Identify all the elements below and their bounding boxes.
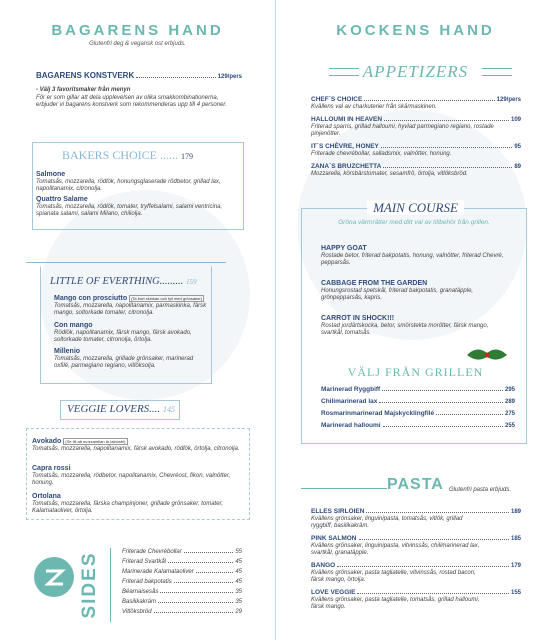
logo-icon (34, 557, 74, 597)
bakers-choice-title: BAKERS CHOICE ...... 179 (62, 148, 194, 162)
pasta-desc: Kvällens grönsaker, linguinipasta, tomatsås, vitlök, grillad ryggbiff, basilikakräm. (311, 516, 463, 530)
main-item-desc: Honungsrostad spetskål, friterad bakpotatis, granatäpple, grönpepparsås, kapris. (321, 288, 474, 302)
pasta-price: 155 (510, 590, 521, 596)
appetizer-desc: Kvällens val av charkuterier från skärmaskinen. (311, 104, 437, 110)
little-item-desc: Rödlök, napolitanamix, färsk mango, färsk avokado, soltorkade tomater, citronolja, örtolja. (54, 330, 192, 344)
appetizer-row: IT´S CHÈVRE, HONEY 95 (311, 143, 521, 150)
grill-dots (436, 414, 503, 415)
main-item-name: HAPPY GOAT (321, 245, 367, 252)
grill-row (321, 410, 515, 417)
appetizer-row: ZANA´S BRUZCHETTA 89 (311, 163, 521, 170)
little-item-desc: Tomatsås, mozzarella, grillade grönsaker, marinerad oxfilé, parmegiano regiano, vitlöksolja. (54, 356, 194, 370)
left-column (0, 0, 276, 640)
right-column (277, 0, 554, 640)
grill-row (321, 386, 515, 393)
side-name: Friterade Chevrébollar (122, 549, 182, 555)
side-dots (184, 552, 234, 553)
pasta-name: BANGO (311, 562, 336, 569)
veggie-item-desc: Tomatsås, mozzarella, napolitanamix, färsk avokado, rödlök, örtolja, citronolja. (32, 446, 240, 452)
pasta-price: 185 (510, 536, 521, 542)
side-dots (158, 602, 233, 603)
pasta-sub: Glutenfri pasta erbjuds. (449, 487, 512, 493)
konstverk-price: 129/pers (217, 74, 242, 80)
side-name: Béarnaisesås (122, 589, 159, 595)
left-subtitle: Glutenfri deg & vegansk ost erbjuds. (89, 41, 186, 47)
grill-price: 295 (504, 387, 515, 393)
konstverk-desc: För er som gillar att dela upplevelsen av olika smakkombinationerna, erbjuder vi bagarens konstverk som rekommenderas upp till 4 personer. (36, 95, 227, 109)
grill-price: 275 (504, 411, 515, 417)
side-name: Basilikakräm (122, 599, 157, 605)
side-dots (154, 612, 234, 613)
veggie-item-name: Ortolana (32, 493, 61, 500)
pasta-dots (359, 539, 509, 540)
side-price: 45 (235, 569, 242, 575)
konstverk-row (36, 71, 242, 80)
grill-dots (382, 390, 503, 391)
veggie-item-desc: Tomatsås, mozzarella, färska champinjoner, grillade grönsaker, tomater, Kalamataoliver, örtolja. (32, 501, 223, 515)
veggie-item-name: Capra rossi (32, 465, 71, 472)
sides-label: SIDES (79, 551, 100, 619)
side-dots (168, 562, 233, 563)
pasta-dots (357, 593, 509, 594)
veggie-item-desc: Tomatsås, mozzarella, rödbetor, napolitanamix, Chevréost, fikon, valnötter, honung. (32, 473, 231, 487)
main-item-desc: Rostade betor, friterad bakpotatis, honung, valnötter, friterad Chevré, pepparsås. (321, 253, 504, 267)
side-row (122, 549, 242, 555)
side-row (122, 599, 242, 605)
grill-name: Marinerad Ryggbiff (321, 386, 381, 393)
little-item-desc: Tomatsås, mozzarella, napolitanamix, parmaskinka, färsk mango, soltorkade tomater, citronolja. (54, 303, 207, 317)
side-row (122, 579, 242, 585)
pasta-name: ELLES SIRLOIEN (311, 508, 365, 515)
side-dots (160, 592, 233, 593)
pasta-desc: Kvällens grönsaker, pasta tagliatelle, vitvinssås, rostad bacon, färsk mango, örtolja. (311, 570, 476, 584)
side-name: Vitlöksbröd (122, 609, 152, 615)
side-price: 45 (235, 579, 242, 585)
side-name: Marinerade Kalamataoliver (122, 569, 194, 575)
grill-price: 289 (504, 399, 515, 405)
appetizer-desc: Friterad sparris, grillad halloumi, hyvlad parmegiano regiano, rostade pinjenötter. (311, 124, 494, 138)
holly-icon (465, 343, 509, 365)
grill-row (321, 422, 515, 429)
appetizer-row: HALLOUMI IN HEAVEN 109 (311, 116, 521, 123)
side-price: 35 (235, 599, 242, 605)
pasta-desc: Kvällens grönsaker, pasta tagliatelle, tomatsås, grillad halloumi, färsk mango. (311, 597, 480, 611)
bakers-item-name: Quattro Salame (36, 196, 88, 203)
grill-dots (383, 426, 503, 427)
main-item-name: CARROT IN SHOCK!!! (321, 315, 395, 322)
main-course-title: MAIN COURSE (277, 200, 554, 216)
appetizer-row: CHEF´S CHOICE 129/pers (311, 96, 521, 103)
grill-title: VÄLJ FRÅN GRILLEN (347, 365, 484, 379)
appetizer-desc: Friterade chevrébollar, salladsmix, valnötter, honung. (311, 151, 452, 157)
pasta-price: 189 (510, 509, 521, 515)
pasta-row (311, 589, 521, 596)
ornament-right-icon (482, 68, 512, 76)
pasta-dots (366, 512, 509, 513)
side-dots (174, 582, 234, 583)
pasta-dots (337, 566, 509, 567)
little-item-name: Millenio (54, 348, 81, 355)
grill-dots (379, 402, 503, 403)
little-title: LITTLE OF EVERTHING......... 159 (50, 276, 197, 287)
pasta-row (311, 535, 521, 542)
main-item-desc: Rostad jordärtskocka, betor, smörstekta morötter, färsk mango, svartkål, tomatsås. (321, 323, 489, 337)
pasta-row (311, 562, 521, 569)
grill-name: Chilimarinerad lax (321, 398, 378, 405)
grill-name: Rosmarinmarinerad Majskycklingfilé (321, 410, 435, 417)
side-row (122, 609, 242, 615)
bakers-item-desc: Tomatsås, mozzarella, rödlök, honungsglaserade rödbetor, grillad lax, napolitanamix, citronolja. (36, 179, 221, 193)
veggie-item-name: Avokado (Se till att mozzarellan är laktosfri) (32, 438, 126, 445)
grill-row (321, 398, 515, 405)
pasta-price: 179 (510, 563, 521, 569)
little-item-name: Mango con prosciutto (Ta bort skinkan och fyll med grönsaker) (54, 295, 202, 302)
side-price: 35 (235, 589, 242, 595)
konstverk-lead: - Välj 3 favoritsmaker från menyn (36, 87, 131, 93)
page-title-right: KOCKENS HAND (336, 22, 495, 39)
side-row (122, 559, 242, 565)
side-name: Friterad Svartkål (122, 559, 167, 565)
side-row (122, 589, 242, 595)
page-title-left: BAGARENS HAND (51, 22, 224, 39)
grill-price: 255 (504, 423, 515, 429)
grill-name: Marinerad halloumi (321, 422, 381, 429)
side-name: Friterad bakpotatis (122, 579, 172, 585)
konstverk-name: BAGARENS KONSTVERK (36, 71, 135, 80)
little-top-line (26, 262, 226, 263)
side-price: 45 (235, 559, 242, 565)
little-item-name: Con mango (54, 322, 93, 329)
pasta-title: PASTA (387, 476, 444, 493)
side-price: 55 (235, 549, 242, 555)
appetizers-title: APPETIZERS (362, 62, 469, 81)
appetizer-desc: Mozzarella, körsbärstomater, sesamfrö, örtolja, vitlöksbröd. (311, 171, 468, 177)
bakers-item-name: Salmone (36, 171, 66, 178)
sides-divider (110, 548, 111, 622)
main-item-name: CABBAGE FROM THE GARDEN (321, 280, 428, 287)
pasta-row (311, 508, 521, 515)
pasta-name: LOVE VEGGIE (311, 589, 356, 596)
bakers-item-desc: Tomatsås, mozzarella, rödlök, tomater, tryffelsalami, salami ventricina, spianata salami, salami Milano, chiliolja. (36, 204, 223, 218)
pasta-rule (301, 488, 387, 489)
side-row (122, 569, 242, 575)
side-dots (196, 572, 234, 573)
pasta-desc: Kvällens grönsaker, linguinipasta, vitvinssås, chilimarinerad lax, svartkål, granatäpple. (311, 543, 480, 557)
main-course-sub: Gröna värmrätter med ditt val av tillbehör från grillen. (338, 219, 490, 226)
pasta-name: PINK SALMON (311, 535, 357, 542)
side-price: 29 (235, 609, 242, 615)
veggie-title: VEGGIE LOVERS.... 145 (67, 403, 175, 415)
